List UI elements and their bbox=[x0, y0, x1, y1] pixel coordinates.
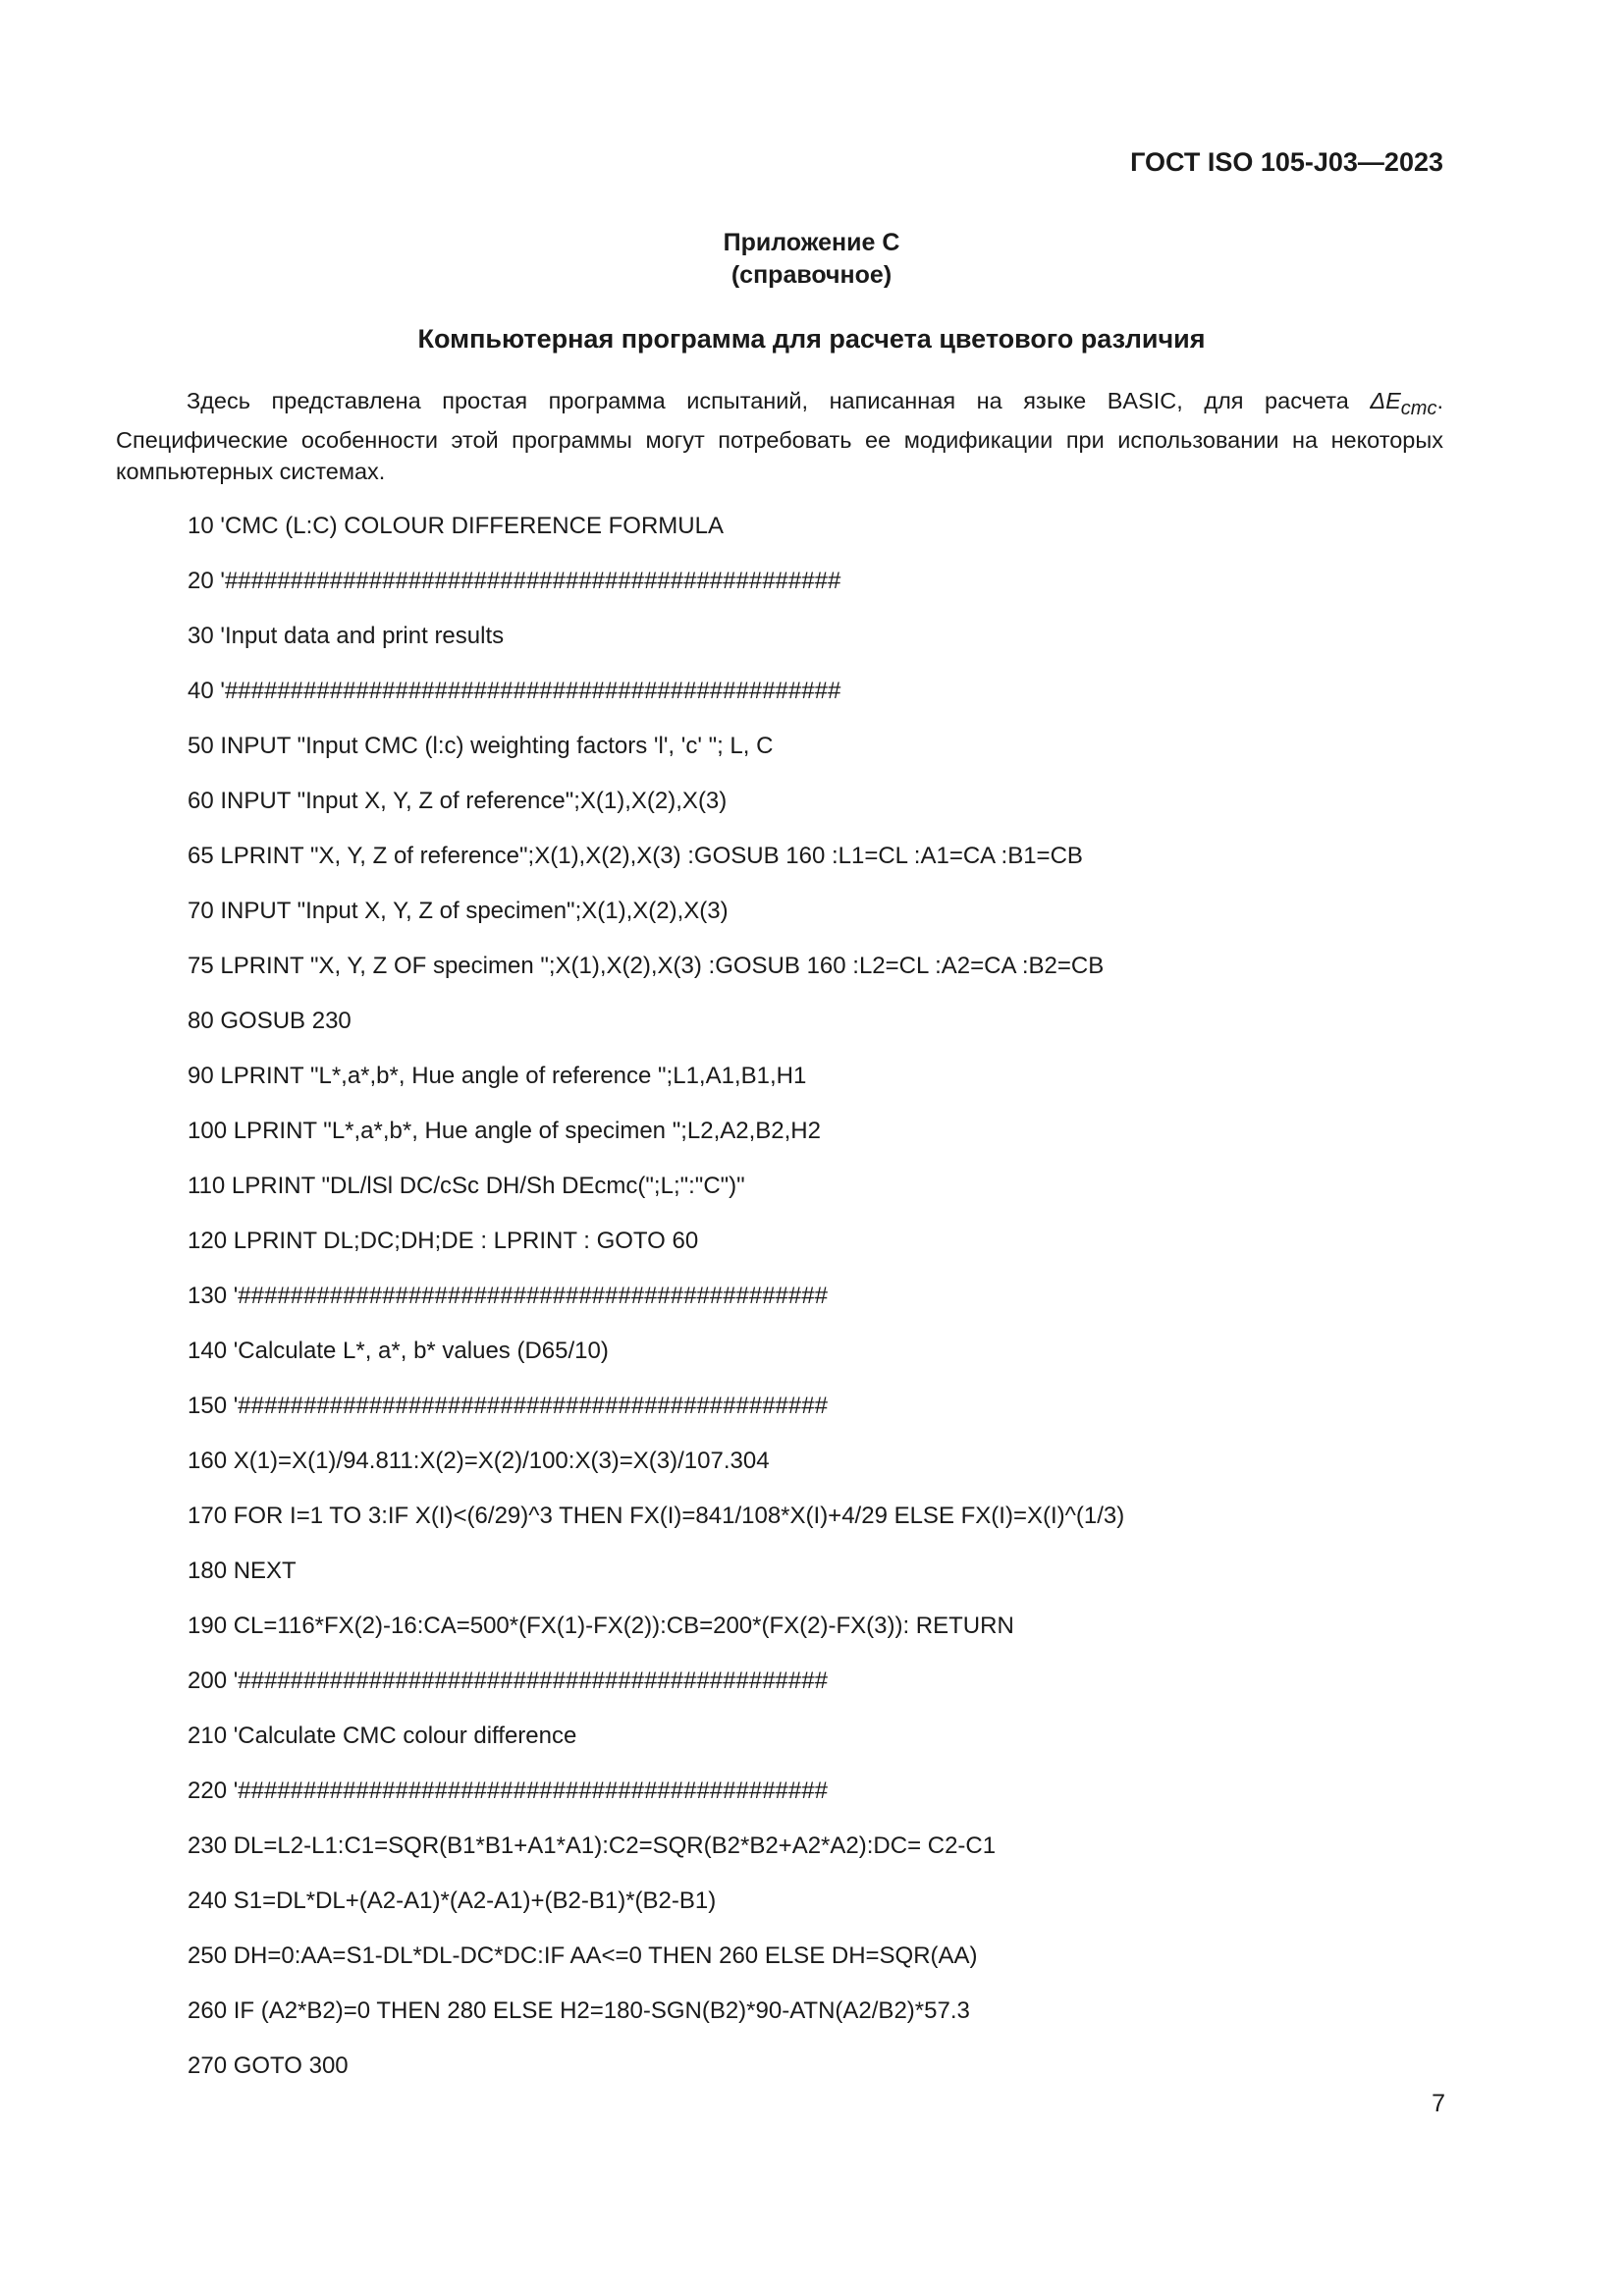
code-line: 270 GOTO 300 bbox=[188, 2052, 349, 2079]
code-line: 30 'Input data and print results bbox=[188, 623, 505, 649]
intro-text-after: . Специфические особенности этой программы могут потребовать ее модификации при использовании на некоторых компьютерных системах. bbox=[116, 388, 1443, 484]
code-line: 260 IF (A2*B2)=0 THEN 280 ELSE H2=180-SGN(B2)*90-ATN(A2/B2)*57.3 bbox=[188, 1997, 970, 2024]
code-line: 190 CL=116*FX(2)-16:CA=500*(FX(1)-FX(2)):CB=200*(FX(2)-FX(3)): RETURN bbox=[188, 1613, 1014, 1639]
code-line: 50 INPUT "Input CMC (l:c) weighting factors 'l', 'c' "; L, C bbox=[188, 733, 774, 759]
code-line: 110 LPRINT "DL/lSl DC/cSc DH/Sh DEcmc(";L;":"C")" bbox=[188, 1173, 745, 1199]
page-number: 7 bbox=[1432, 2090, 1445, 2117]
code-line: 60 INPUT "Input X, Y, Z of reference";X(1),X(2),X(3) bbox=[188, 788, 728, 814]
intro-paragraph bbox=[116, 385, 1443, 487]
code-line: 250 DH=0:AA=S1-DL*DL-DC*DC:IF AA<=0 THEN 260 ELSE DH=SQR(AA) bbox=[188, 1942, 978, 1969]
section-title: Компьютерная программа для расчета цветового различия bbox=[417, 324, 1206, 354]
code-line: 240 S1=DL*DL+(A2-A1)*(A2-A1)+(B2-B1)*(B2-B1) bbox=[188, 1887, 717, 1914]
code-line: 100 LPRINT "L*,a*,b*, Hue angle of specimen ";L2,A2,B2,H2 bbox=[188, 1118, 821, 1144]
code-line: 230 DL=L2-L1:C1=SQR(B1*B1+A1*A1):C2=SQR(B2*B2+A2*A2):DC= C2-C1 bbox=[188, 1832, 997, 1859]
code-line: 180 NEXT bbox=[188, 1558, 297, 1584]
code-line: 10 'CMC (L:C) COLOUR DIFFERENCE FORMULA bbox=[188, 513, 724, 539]
code-line: 65 LPRINT "X, Y, Z of reference";X(1),X(2),X(3) :GOSUB 160 :L1=CL :A1=CA :B1=CB bbox=[188, 843, 1083, 869]
code-line: 140 'Calculate L*, a*, b* values (D65/10) bbox=[188, 1338, 609, 1364]
code-line: 40 '############################################### bbox=[188, 678, 841, 704]
code-line: 150 '############################################# bbox=[188, 1393, 828, 1419]
code-line: 210 'Calculate CMC colour difference bbox=[188, 1722, 577, 1749]
code-line: 90 LPRINT "L*,a*,b*, Hue angle of reference ";L1,A1,B1,H1 bbox=[188, 1063, 807, 1089]
standard-header: ГОСТ ISO 105-J03—2023 bbox=[1130, 147, 1443, 177]
basic-code-listing bbox=[188, 511, 1124, 2105]
appendix-title: Приложение С bbox=[723, 229, 900, 256]
delta-e-subscript: cmc bbox=[1400, 398, 1437, 419]
code-line: 80 GOSUB 230 bbox=[188, 1008, 352, 1034]
code-line: 160 X(1)=X(1)/94.811:X(2)=X(2)/100:X(3)=X(3)/107.304 bbox=[188, 1448, 770, 1474]
delta-e-symbol: ΔE bbox=[1370, 388, 1401, 413]
code-line: 200 '############################################# bbox=[188, 1667, 828, 1694]
code-line: 170 FOR I=1 TO 3:IF X(I)<(6/29)^3 THEN FX(I)=841/108*X(I)+4/29 ELSE FX(I)=X(I)^(1/3) bbox=[188, 1503, 1125, 1529]
code-line: 20 '############################################### bbox=[188, 568, 841, 594]
code-line: 120 LPRINT DL;DC;DH;DE : LPRINT : GOTO 60 bbox=[188, 1228, 699, 1254]
intro-text-before: Здесь представлена простая программа испытаний, написанная на языке BASIC, для расчета bbox=[187, 388, 1371, 413]
code-line: 130 '############################################# bbox=[188, 1283, 828, 1309]
appendix-note: (справочное) bbox=[730, 261, 893, 289]
code-line: 75 LPRINT "X, Y, Z OF specimen ";X(1),X(2),X(3) :GOSUB 160 :L2=CL :A2=CA :B2=CB bbox=[188, 953, 1105, 979]
code-line: 70 INPUT "Input X, Y, Z of specimen";X(1),X(2),X(3) bbox=[188, 898, 729, 924]
code-line: 220 '############################################# bbox=[188, 1777, 828, 1804]
